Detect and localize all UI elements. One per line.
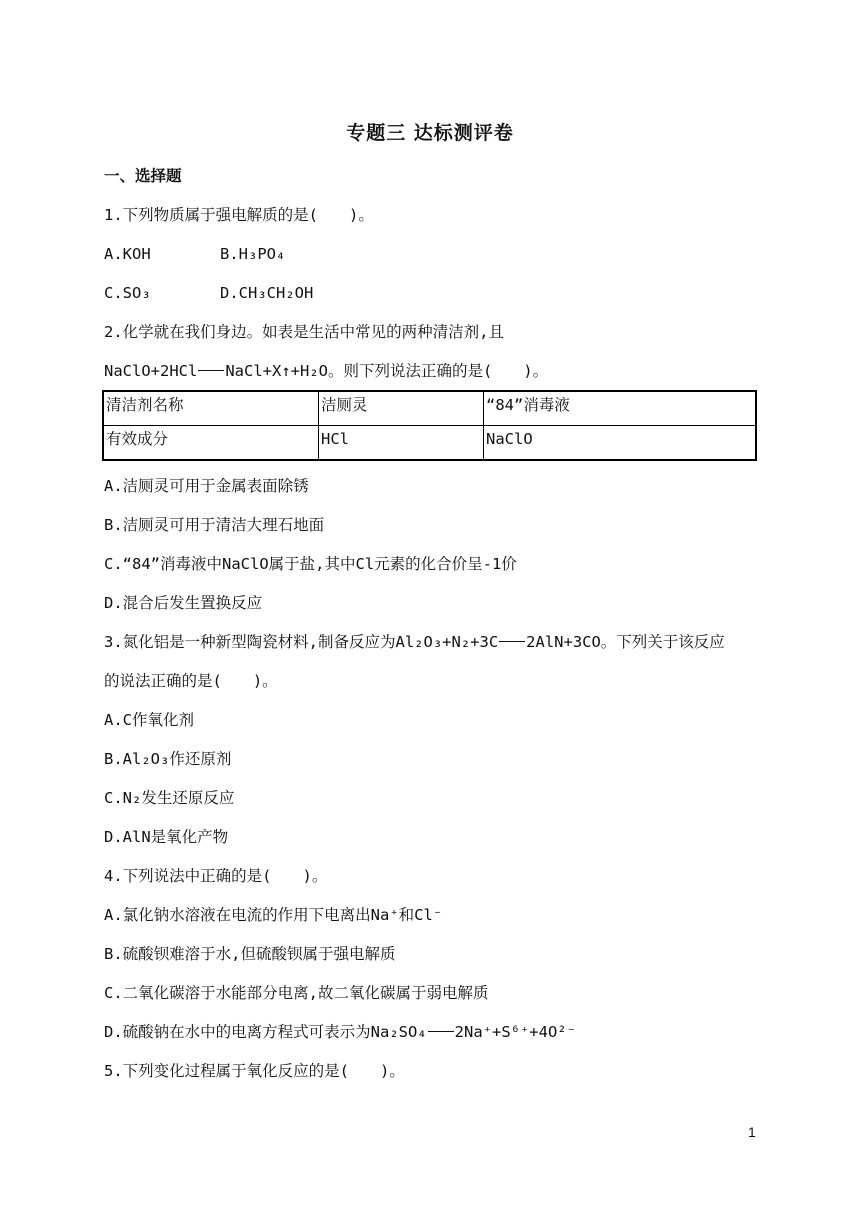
question-4-option-b: B.硫酸钡难溶于水,但硫酸钡属于强电解质 [104,945,396,963]
question-2-option-c: C.“84”消毒液中NaClO属于盐,其中Cl元素的化合价呈-1价 [104,555,517,573]
equation-right: 2Na⁺+S⁶⁺+4O²⁻ [454,1023,576,1041]
table-cell: HCl [319,426,484,461]
question-3-stem-line2: 的说法正确的是( )。 [104,672,278,690]
question-1-option-a: A.KOH [104,245,151,263]
question-1-option-d: D.CH₃CH₂OH [220,284,314,302]
question-2-option-b: B.洁厕灵可用于清洁大理石地面 [104,516,325,534]
question-4-option-d [104,1021,576,1043]
cleaner-table [102,390,757,461]
question-4-option-a: A.氯化钠水溶液在电流的作用下电离出Na⁺和Cl⁻ [104,906,443,924]
page-title: 专题三 达标测评卷 [346,122,514,144]
table-cell: 清洁剂名称 [103,391,319,426]
question-1-stem: 1.下列物质属于强电解质的是( )。 [104,206,374,224]
question-3-option-a: A.C作氧化剂 [104,711,194,729]
equals-sign [428,1031,454,1032]
question-3-option-d: D.AlN是氧化产物 [104,828,229,846]
question-3-option-b: B.Al₂O₃作还原剂 [104,750,232,768]
table-cell: 洁厕灵 [319,391,484,426]
section-heading: 一、选择题 [104,167,182,185]
question-1-option-b: B.H₃PO₄ [220,245,286,263]
table-cell: 有效成分 [103,426,319,461]
page-number: 1 [748,1124,756,1140]
question-2-stem-line2 [104,360,548,382]
question-4-option-c: C.二氧化碳溶于水能部分电离,故二氧化碳属于弱电解质 [104,984,489,1002]
question-5-stem: 5.下列变化过程属于氧化反应的是( )。 [104,1062,405,1080]
question-1-option-c: C.SO₃ [104,284,151,302]
equation-left: 3.氮化铝是一种新型陶瓷材料,制备反应为Al₂O₃+N₂+3C [104,633,499,651]
table-row [103,391,756,426]
table-cell: NaClO [484,426,757,461]
question-3-stem-line1 [104,631,725,653]
equation-left: NaClO+2HCl [104,362,198,380]
equals-sign [499,641,525,642]
table-row [103,426,756,461]
equation-left: D.硫酸钠在水中的电离方程式可表示为Na₂SO₄ [104,1023,427,1041]
question-4-stem: 4.下列说法中正确的是( )。 [104,867,328,885]
question-2-stem-line1: 2.化学就在我们身边。如表是生活中常见的两种清洁剂,且 [104,323,504,341]
equals-sign [198,370,224,371]
question-2-option-d: D.混合后发生置换反应 [104,594,263,612]
question-2-option-a: A.洁厕灵可用于金属表面除锈 [104,477,309,495]
table-cell: “84”消毒液 [484,391,757,426]
equation-right: 2AlN+3CO。下列关于该反应 [526,633,725,651]
equation-right: NaCl+X↑+H₂O。则下列说法正确的是( )。 [225,362,549,380]
question-3-option-c: C.N₂发生还原反应 [104,789,235,807]
